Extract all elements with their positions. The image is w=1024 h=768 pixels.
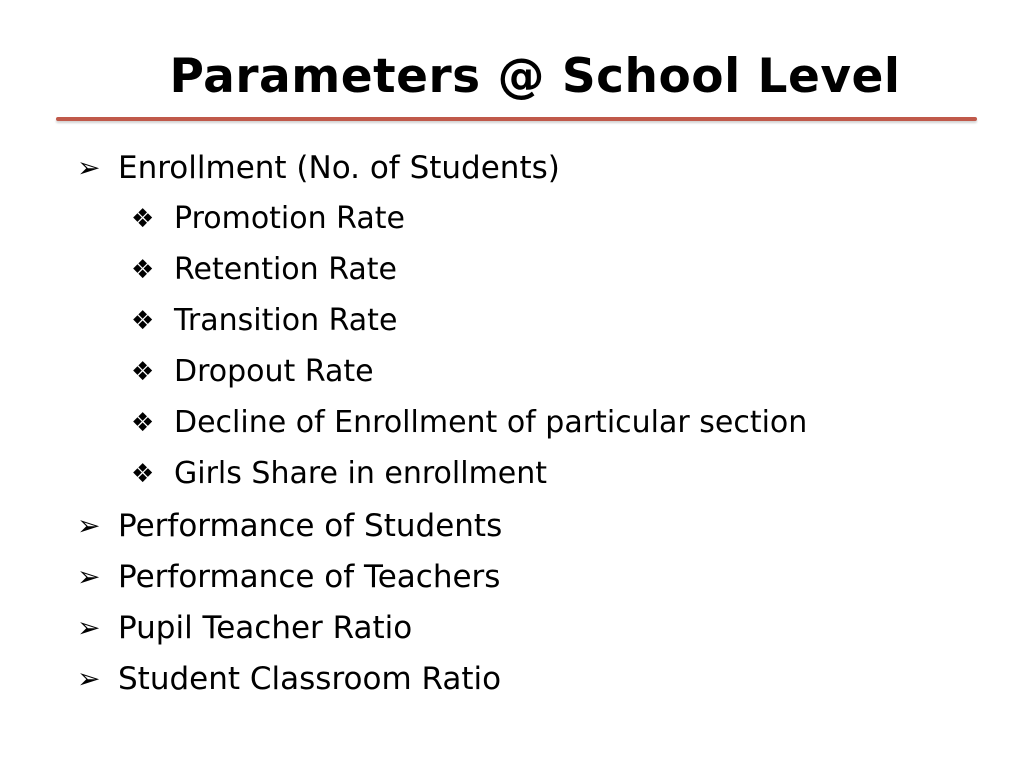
bullet-text: Enrollment (No. of Students) [118,149,560,186]
diamond-bullet-icon: ❖ [131,203,155,234]
bullet-item-enrollment [77,142,560,193]
bullet-text: Student Classroom Ratio [118,660,502,697]
diamond-bullet-icon: ❖ [131,305,155,336]
sub-bullet-item-transition-rate [131,295,397,346]
bullet-text: Decline of Enrollment of particular section [174,405,808,440]
bullet-text: Performance of Teachers [118,558,501,595]
sub-bullet-item-girls-share [131,448,547,499]
diamond-bullet-icon: ❖ [131,407,155,438]
sub-bullet-item-retention-rate [131,244,397,295]
arrow-bullet-icon: ➢ [77,150,101,184]
arrow-bullet-icon: ➢ [77,661,101,695]
bullet-item-pupil-teacher-ratio [77,602,412,653]
bullet-item-performance-students [77,500,502,551]
bullet-item-student-classroom-ratio [77,653,501,704]
bullet-text: Girls Share in enrollment [174,456,548,491]
diamond-bullet-icon: ❖ [131,254,155,285]
diamond-bullet-icon: ❖ [131,356,155,387]
arrow-bullet-icon: ➢ [77,559,101,593]
bullet-text: Retention Rate [174,252,397,287]
sub-bullet-item-decline-of-enrollment [131,397,807,448]
bullet-text: Pupil Teacher Ratio [118,609,413,646]
title-divider [56,117,977,121]
bullet-text: Transition Rate [174,303,398,338]
sub-bullet-item-promotion-rate [131,193,405,244]
bullet-text: Performance of Students [118,507,503,544]
bullet-item-performance-teachers [77,551,500,602]
slide-title: Parameters @ School Level [169,49,901,104]
arrow-bullet-icon: ➢ [77,508,101,542]
bullet-text: Dropout Rate [174,354,374,389]
bullet-text: Promotion Rate [174,201,405,236]
sub-bullet-item-dropout-rate [131,346,374,397]
arrow-bullet-icon: ➢ [77,610,101,644]
diamond-bullet-icon: ❖ [131,458,155,489]
